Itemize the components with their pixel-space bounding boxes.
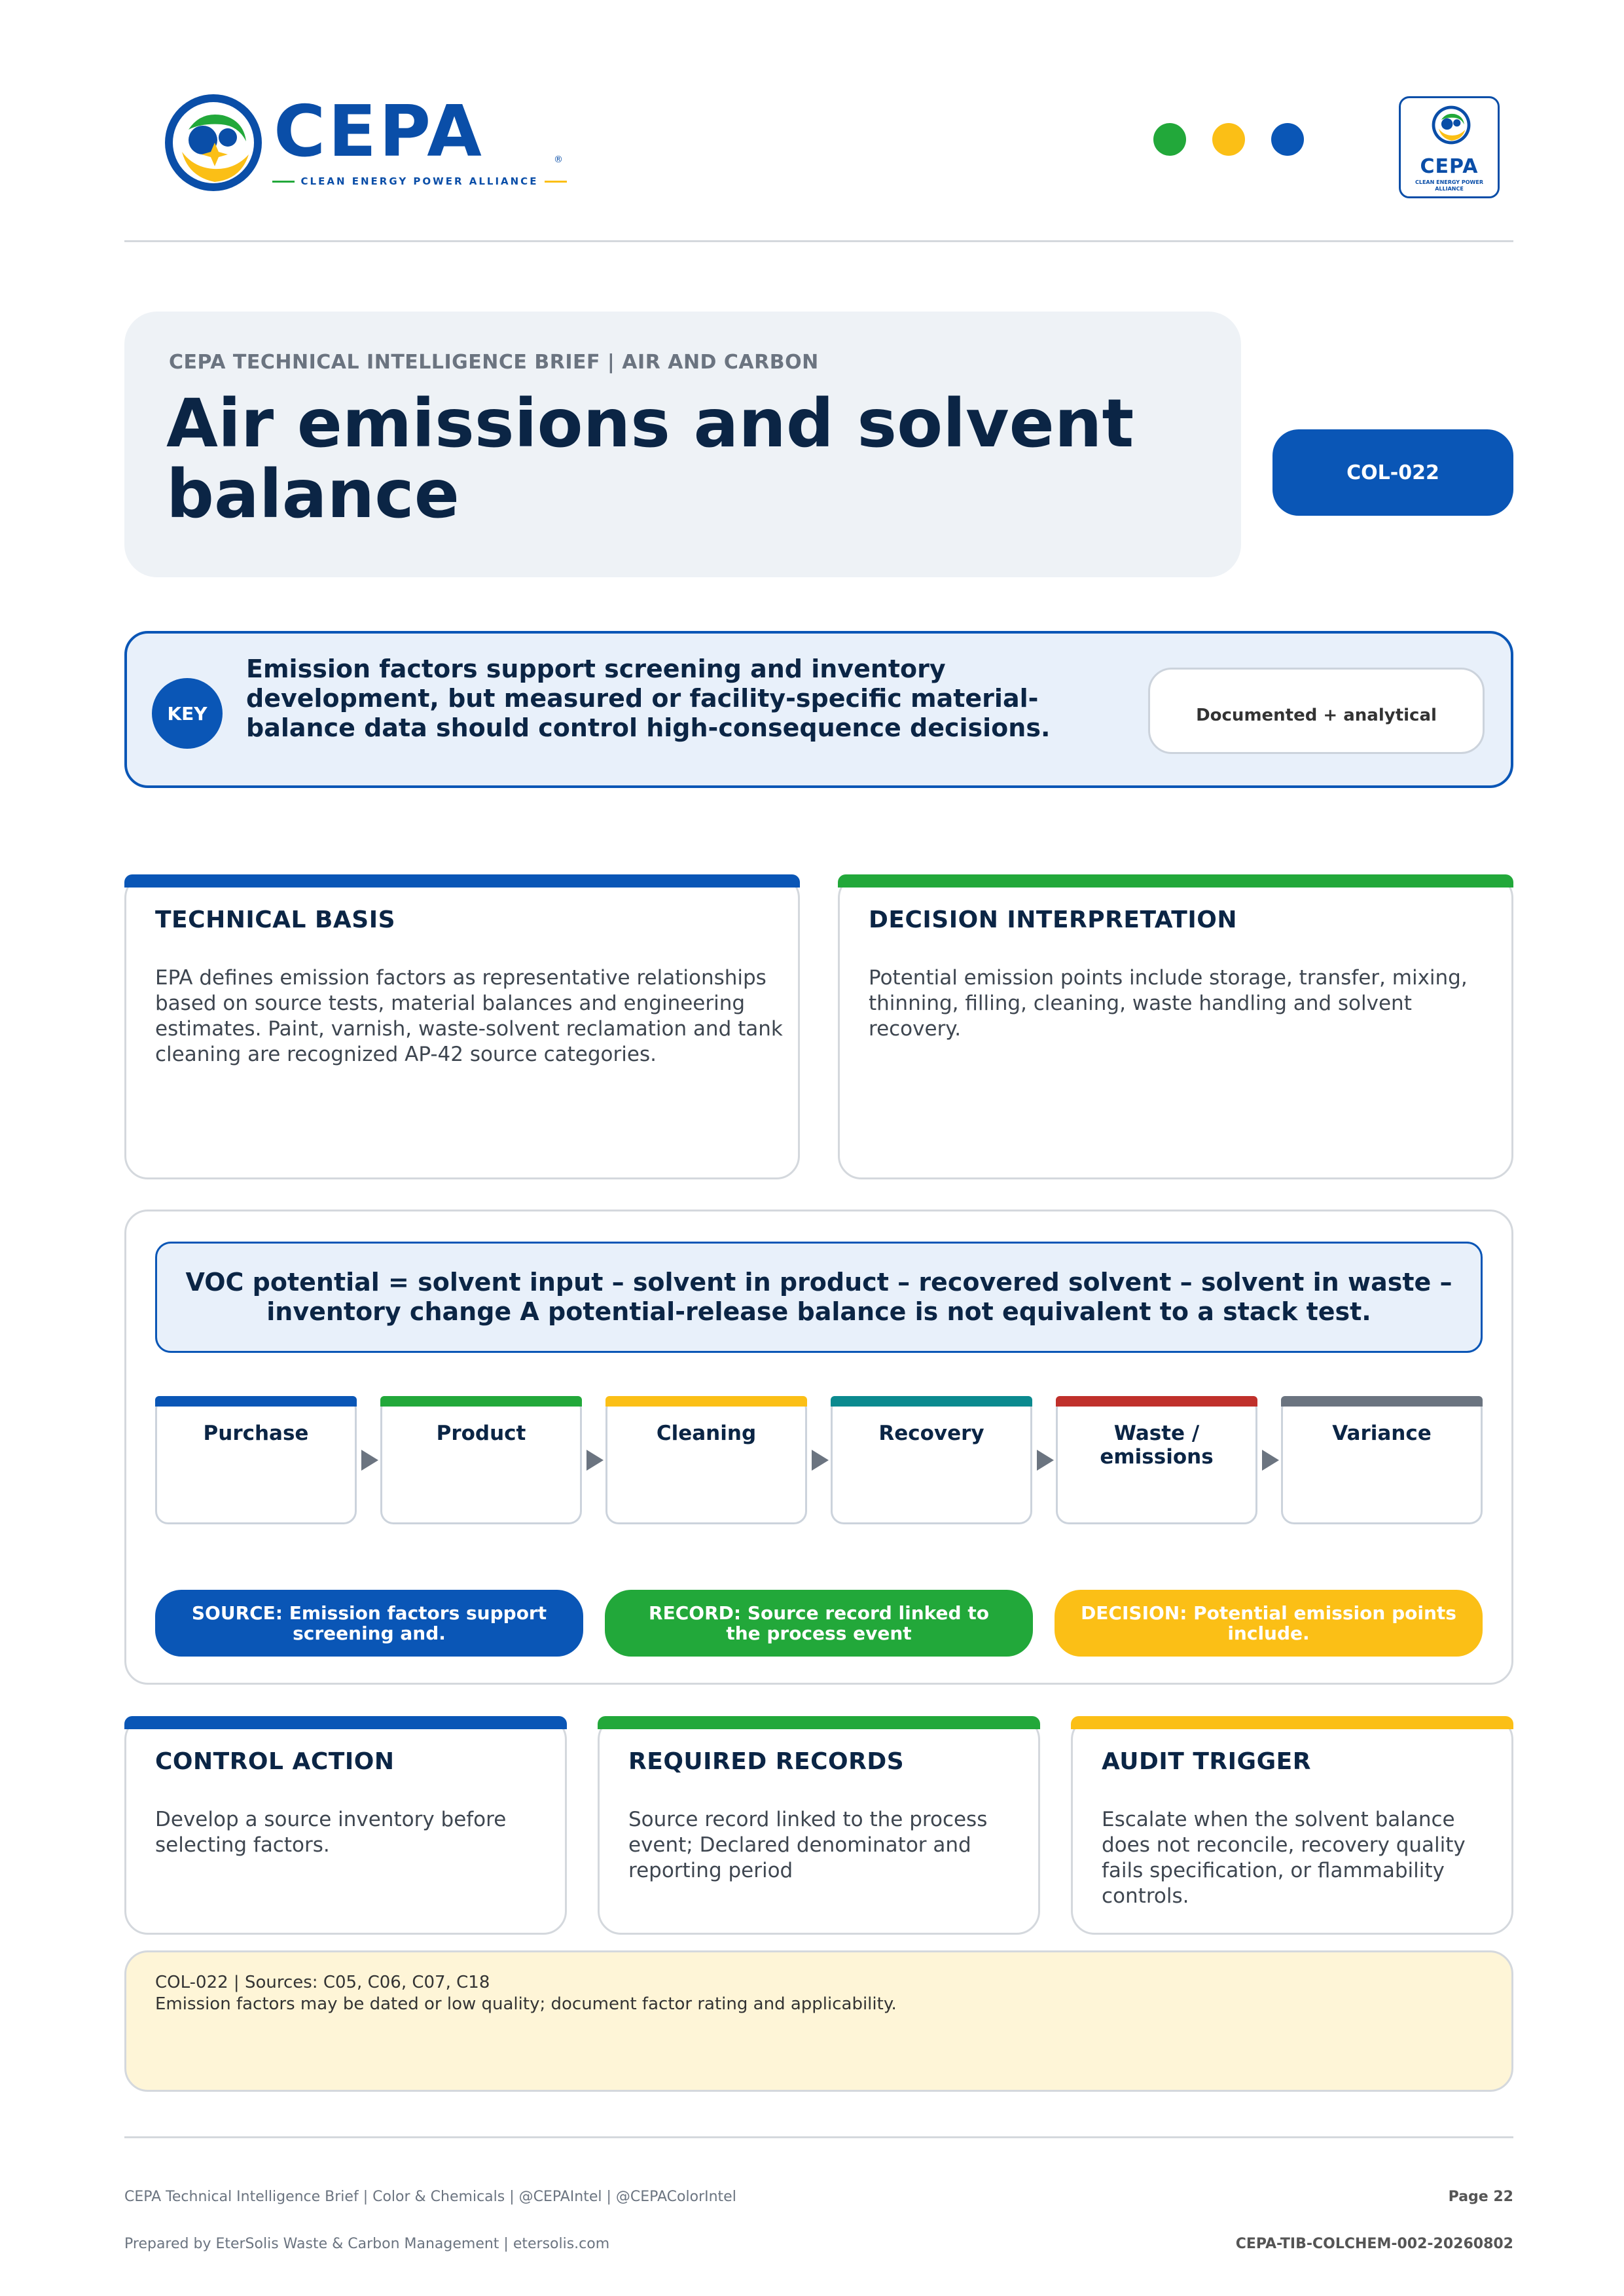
- brief-kicker: CEPA TECHNICAL INTELLIGENCE BRIEF | AIR AND CARBON: [169, 351, 819, 374]
- process-step-product: [380, 1396, 582, 1524]
- card-title: AUDIT TRIGGER: [1102, 1748, 1311, 1775]
- mini-brand-name: CEPA: [1420, 155, 1479, 178]
- card-title: CONTROL ACTION: [155, 1748, 395, 1775]
- control-action-card: [124, 1716, 567, 1935]
- step-accent-bar: [1056, 1396, 1257, 1407]
- card-accent-bar: [598, 1716, 1040, 1729]
- note-sources: COL-022 | Sources: C05, C06, C07, C18: [155, 1973, 490, 1992]
- cepa-logo: [162, 92, 568, 203]
- document-id: CEPA-TIB-COLCHEM-002-20260802: [1235, 2236, 1513, 2252]
- page-number: Page 22: [1448, 2189, 1513, 2205]
- green-dot: [1153, 123, 1186, 156]
- card-accent-bar: [124, 1716, 567, 1729]
- card-accent-bar: [124, 874, 800, 888]
- card-title: TECHNICAL BASIS: [155, 906, 396, 933]
- step-accent-bar: [605, 1396, 807, 1407]
- arrow-right-icon: [1037, 1450, 1054, 1471]
- brand-name: CEPA: [274, 91, 484, 173]
- process-step-waste-emissions: [1056, 1396, 1257, 1524]
- card-title: REQUIRED RECORDS: [628, 1748, 905, 1775]
- arrow-right-icon: [361, 1450, 378, 1471]
- card-accent-bar: [838, 874, 1513, 888]
- process-step-cleaning: [605, 1396, 807, 1524]
- key-message-box: [124, 631, 1513, 788]
- mini-brand-tagline: CLEAN ENERGY POWER ALLIANCE: [1415, 179, 1483, 192]
- step-label: Purchase: [203, 1422, 309, 1445]
- card-accent-bar: [1071, 1716, 1513, 1729]
- decision-interpretation-card: [838, 874, 1513, 1179]
- decision-tag: DECISION: Potential emission points include.: [1055, 1590, 1483, 1657]
- solvent-balance-panel: [124, 1210, 1513, 1685]
- registered-mark: ®: [554, 154, 563, 165]
- blue-dot: [1271, 123, 1304, 156]
- brand-tagline: [272, 175, 567, 187]
- key-message: Emission factors support screening and inventory development, but measured or facility-specific material-balance data should control high-consequence decisions.: [246, 655, 1051, 742]
- card-body: Potential emission points include storage, transfer, mixing, thinning, filling, cleaning, waste handling and solvent recovery.: [869, 966, 1468, 1041]
- step-label: Recovery: [878, 1422, 984, 1445]
- process-step-recovery: [831, 1396, 1032, 1524]
- technical-basis-card: [124, 874, 800, 1179]
- step-accent-bar: [155, 1396, 357, 1407]
- process-step-variance: [1281, 1396, 1483, 1524]
- key-badge: KEY: [152, 678, 223, 749]
- page-title: Air emissions and solvent balance: [166, 385, 1134, 534]
- cepa-emblem-icon: [162, 92, 264, 194]
- source-tag: SOURCE: Emission factors support screening and.: [155, 1590, 583, 1657]
- record-tag: RECORD: Source record linked to the process event: [605, 1590, 1033, 1657]
- sources-note: [124, 1950, 1513, 2092]
- mini-emblem-icon: [1431, 105, 1471, 145]
- mini-cepa-logo: [1399, 96, 1500, 198]
- step-label: Product: [436, 1422, 526, 1445]
- yellow-dot: [1212, 123, 1245, 156]
- card-body: EPA defines emission factors as representative relationships based on source tests, material balances and engineering estimates. Paint, varnish, waste-solvent reclamation and tank cleaning are recognized AP-42 source categories.: [155, 966, 783, 1067]
- arrow-right-icon: [586, 1450, 604, 1471]
- voc-formula: VOC potential = solvent input – solvent in product – recovered solvent – solvent in waste – inventory change A potential-release balance is not equivalent to a stack test.: [155, 1242, 1483, 1353]
- arrow-right-icon: [1262, 1450, 1279, 1471]
- process-step-purchase: [155, 1396, 357, 1524]
- step-accent-bar: [831, 1396, 1032, 1407]
- note-caveat: Emission factors may be dated or low quality; document factor rating and applicability.: [155, 1994, 897, 2015]
- footer-publication: CEPA Technical Intelligence Brief | Color & Chemicals | @CEPAIntel | @CEPAColorIntel: [124, 2189, 736, 2205]
- step-label: Variance: [1332, 1422, 1432, 1445]
- audit-trigger-card: [1071, 1716, 1513, 1935]
- footer-prepared-by: Prepared by EterSolis Waste & Carbon Management | etersolis.com: [124, 2236, 610, 2252]
- step-accent-bar: [1281, 1396, 1483, 1407]
- card-body: Develop a source inventory before selecting factors.: [155, 1808, 507, 1857]
- step-label: Cleaning: [656, 1422, 757, 1445]
- title-card: [124, 312, 1241, 577]
- document-code-badge: COL-022: [1272, 429, 1513, 516]
- brand-tagline-text: CLEAN ENERGY POWER ALLIANCE: [300, 175, 539, 187]
- footer-divider: [124, 2136, 1513, 2138]
- header-divider: [124, 240, 1513, 242]
- arrow-right-icon: [812, 1450, 829, 1471]
- required-records-card: [598, 1716, 1040, 1935]
- step-accent-bar: [380, 1396, 582, 1407]
- card-body: Source record linked to the process event; Declared denominator and reporting period: [628, 1808, 988, 1883]
- step-label: Waste / emissions: [1100, 1422, 1214, 1469]
- note-text: [155, 1972, 897, 2016]
- evidence-tag: Documented + analytical: [1148, 668, 1485, 754]
- card-title: DECISION INTERPRETATION: [869, 906, 1237, 933]
- card-body: Escalate when the solvent balance does not reconcile, recovery quality fails specification, or flammability controls.: [1102, 1808, 1466, 1909]
